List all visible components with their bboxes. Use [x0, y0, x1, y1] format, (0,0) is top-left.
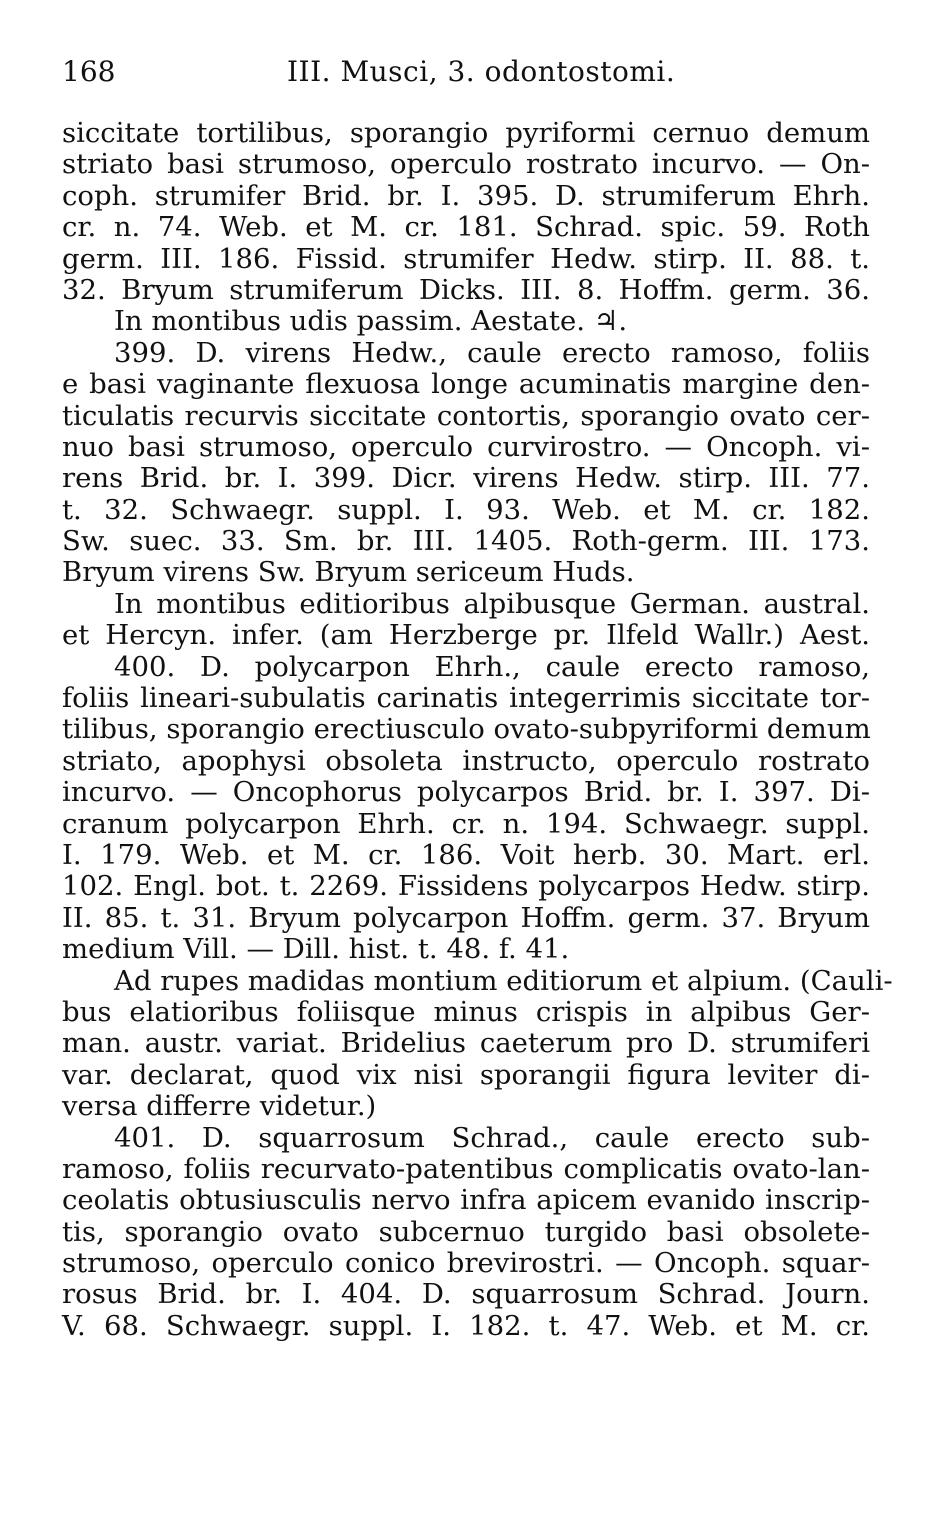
text-line: rosus Brid. br. I. 404. D. squarrosum Schrad. Journ.: [62, 1278, 870, 1311]
text-line: II. 85. t. 31. Bryum polycarpon Hoffm. germ. 37. Bryum: [62, 901, 870, 934]
text-line: 102. Engl. bot. t. 2269. Fissidens polycarpos Hedw. stirp.: [62, 870, 870, 903]
text-line: var. declarat, quod vix nisi sporangii figura leviter di-: [62, 1058, 870, 1091]
page-header: [62, 55, 868, 95]
text-line: In montibus editioribus alpibusque German. austral.: [114, 587, 870, 620]
text-line: strumoso, operculo conico brevirostri. — Oncoph. squar-: [62, 1247, 870, 1280]
text-line: ceolatis obtusiusculis nervo infra apicem evanido inscrip-: [62, 1184, 870, 1217]
text-line: 32. Bryum strumiferum Dicks. III. 8. Hoffm. germ. 36.: [62, 273, 870, 306]
text-line: Bryum virens Sw. Bryum sericeum Huds.: [62, 556, 635, 589]
text-line: nuo basi strumoso, operculo curvirostro. — Oncoph. vi-: [62, 430, 870, 463]
text-line: e basi vaginante flexuosa longe acuminatis margine den-: [62, 368, 870, 401]
text-line: rens Brid. br. I. 399. Dicr. virens Hedw. stirp. III. 77.: [62, 462, 870, 495]
species-heading-399: 399. D. virens Hedw., caule erecto ramoso, foliis: [114, 336, 870, 369]
text-line: siccitate tortilibus, sporangio pyriformi cernuo demum: [62, 117, 870, 149]
text-line: germ. III. 186. Fissid. strumifer Hedw. stirp. II. 88. t.: [62, 242, 870, 275]
text-line: ramoso, foliis recurvato-patentibus complicatis ovato-lan-: [62, 1152, 870, 1185]
text-line: bus elatioribus foliisque minus crispis in alpibus Ger-: [62, 995, 870, 1028]
text-line: striato, apophysi obsoleta instructo, operculo rostrato: [62, 744, 870, 777]
text-line: Ad rupes madidas montium editiorum et alpium. (Cauli-: [114, 964, 893, 997]
text-line: versa differre videtur.): [62, 1090, 377, 1123]
text-line: tis, sporangio ovato subcernuo turgido basi obsolete-: [62, 1215, 870, 1248]
text-line: man. austr. variat. Bridelius caeterum pro D. strumiferi: [62, 1027, 870, 1060]
text-line: V. 68. Schwaegr. suppl. I. 182. t. 47. Web. et M. cr.: [62, 1309, 870, 1342]
running-head: III. Musci, 3. odontostomi.: [287, 55, 676, 88]
page-number: 168: [62, 55, 116, 88]
text-line: cr. n. 74. Web. et M. cr. 181. Schrad. spic. 59. Roth: [62, 211, 870, 244]
text-line: ticulatis recurvis siccitate contortis, sporangio ovato cer-: [62, 399, 870, 432]
text-line: In montibus udis passim. Aestate. ♃.: [114, 305, 628, 338]
text-line: cranum polycarpon Ehrh. cr. n. 194. Schwaegr. suppl.: [62, 807, 870, 840]
text-line: incurvo. — Oncophorus polycarpos Brid. br. I. 397. Di-: [62, 776, 870, 809]
text-line: medium Vill. — Dill. hist. t. 48. f. 41.: [62, 933, 570, 966]
text-line: coph. strumifer Brid. br. I. 395. D. strumiferum Ehrh.: [62, 179, 870, 212]
text-line: Sw. suec. 33. Sm. br. III. 1405. Roth-germ. III. 173.: [62, 525, 870, 558]
page-body: [62, 117, 893, 1342]
text-line: t. 32. Schwaegr. suppl. I. 93. Web. et M. cr. 182.: [62, 493, 870, 526]
species-heading-401: 401. D. squarrosum Schrad., caule erecto sub-: [114, 1121, 870, 1154]
text-line: striato basi strumoso, operculo rostrato incurvo. — On-: [62, 148, 870, 181]
species-heading-400: 400. D. polycarpon Ehrh., caule erecto ramoso,: [114, 650, 870, 683]
text-line: tilibus, sporangio erectiusculo ovato-subpyriformi demum: [62, 713, 871, 746]
text-line: I. 179. Web. et M. cr. 186. Voit herb. 30. Mart. erl.: [62, 838, 870, 871]
text-line: et Hercyn. infer. (am Herzberge pr. Ilfeld Wallr.) Aest.: [62, 619, 870, 652]
text-line: foliis lineari-subulatis carinatis integerrimis siccitate tor-: [62, 682, 870, 715]
